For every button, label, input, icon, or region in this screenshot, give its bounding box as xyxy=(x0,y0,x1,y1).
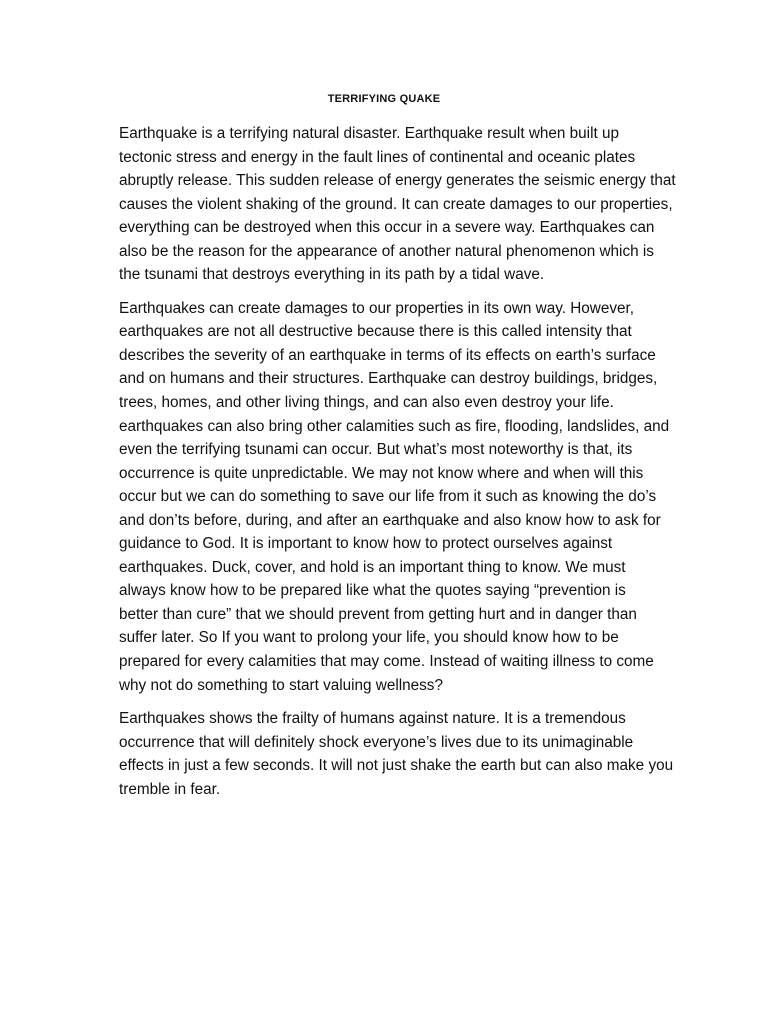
text-line: prepared for every calamities that may come. Instead of waiting illness to come xyxy=(119,653,654,671)
text-line: tremble in fear. xyxy=(119,780,221,798)
text-line: better than cure” that we should prevent from getting hurt and in danger than xyxy=(119,605,637,623)
document-title: TERRIFYING QUAKE xyxy=(327,93,441,105)
text-line: guidance to God. It is important to know how to protect ourselves against xyxy=(119,535,613,553)
text-line: and on humans and their structures. Earthquake can destroy buildings, bridges, xyxy=(119,370,658,388)
text-line: effects in just a few seconds. It will not just shake the earth but can also make you xyxy=(119,757,674,775)
text-line: always know how to be prepared like what the quotes saying “prevention is xyxy=(119,582,626,600)
paragraph-2 xyxy=(119,297,679,697)
text-line: Earthquakes shows the frailty of humans against nature. It is a tremendous xyxy=(119,710,626,728)
text-line: Earthquake is a terrifying natural disaster. Earthquake result when built up xyxy=(119,125,619,142)
text-line: causes the violent shaking of the ground. It can create damages to our properties, xyxy=(119,195,673,213)
text-line: occur but we can do something to save our life from it such as knowing the do’s xyxy=(119,488,657,506)
text-line: earthquakes are not all destructive because there is this called intensity that xyxy=(119,323,632,341)
text-line: the tsunami that destroys everything in its path by a tidal wave. xyxy=(119,266,545,284)
text-line: also be the reason for the appearance of another natural phenomenon which is xyxy=(119,242,654,260)
text-line: trees, homes, and other living things, and can also even destroy your life. xyxy=(119,394,614,412)
text-line: abruptly release. This sudden release of energy generates the seismic energy that xyxy=(119,172,676,190)
text-line: tectonic stress and energy in the fault lines of continental and oceanic plates xyxy=(119,148,636,166)
text-line: describes the severity of an earthquake in terms of its effects on earth’s surface xyxy=(119,346,656,364)
text-line: why not do something to start valuing wellness? xyxy=(119,676,443,694)
text-line: earthquakes. Duck, cover, and hold is an important thing to know. We must xyxy=(119,558,626,576)
text-line: earthquakes can also bring other calamities such as fire, flooding, landslides, and xyxy=(119,417,670,435)
paragraph-1 xyxy=(119,122,679,287)
paragraph-3 xyxy=(119,707,679,801)
text-line: occurrence that will definitely shock everyone’s lives due to its unimaginable xyxy=(119,733,634,751)
text-line: even the terrifying tsunami can occur. But what’s most noteworthy is that, its xyxy=(119,441,633,459)
text-line: Earthquakes can create damages to our properties in its own way. However, xyxy=(119,299,634,317)
document-body xyxy=(119,122,679,811)
text-line: everything can be destroyed when this occur in a severe way. Earthquakes can xyxy=(119,219,655,237)
text-line: occurrence is quite unpredictable. We may not know where and when will this xyxy=(119,464,644,482)
text-line: and don’ts before, during, and after an earthquake and also know how to ask for xyxy=(119,511,661,529)
text-line: suffer later. So If you want to prolong your life, you should know how to be xyxy=(119,629,619,647)
